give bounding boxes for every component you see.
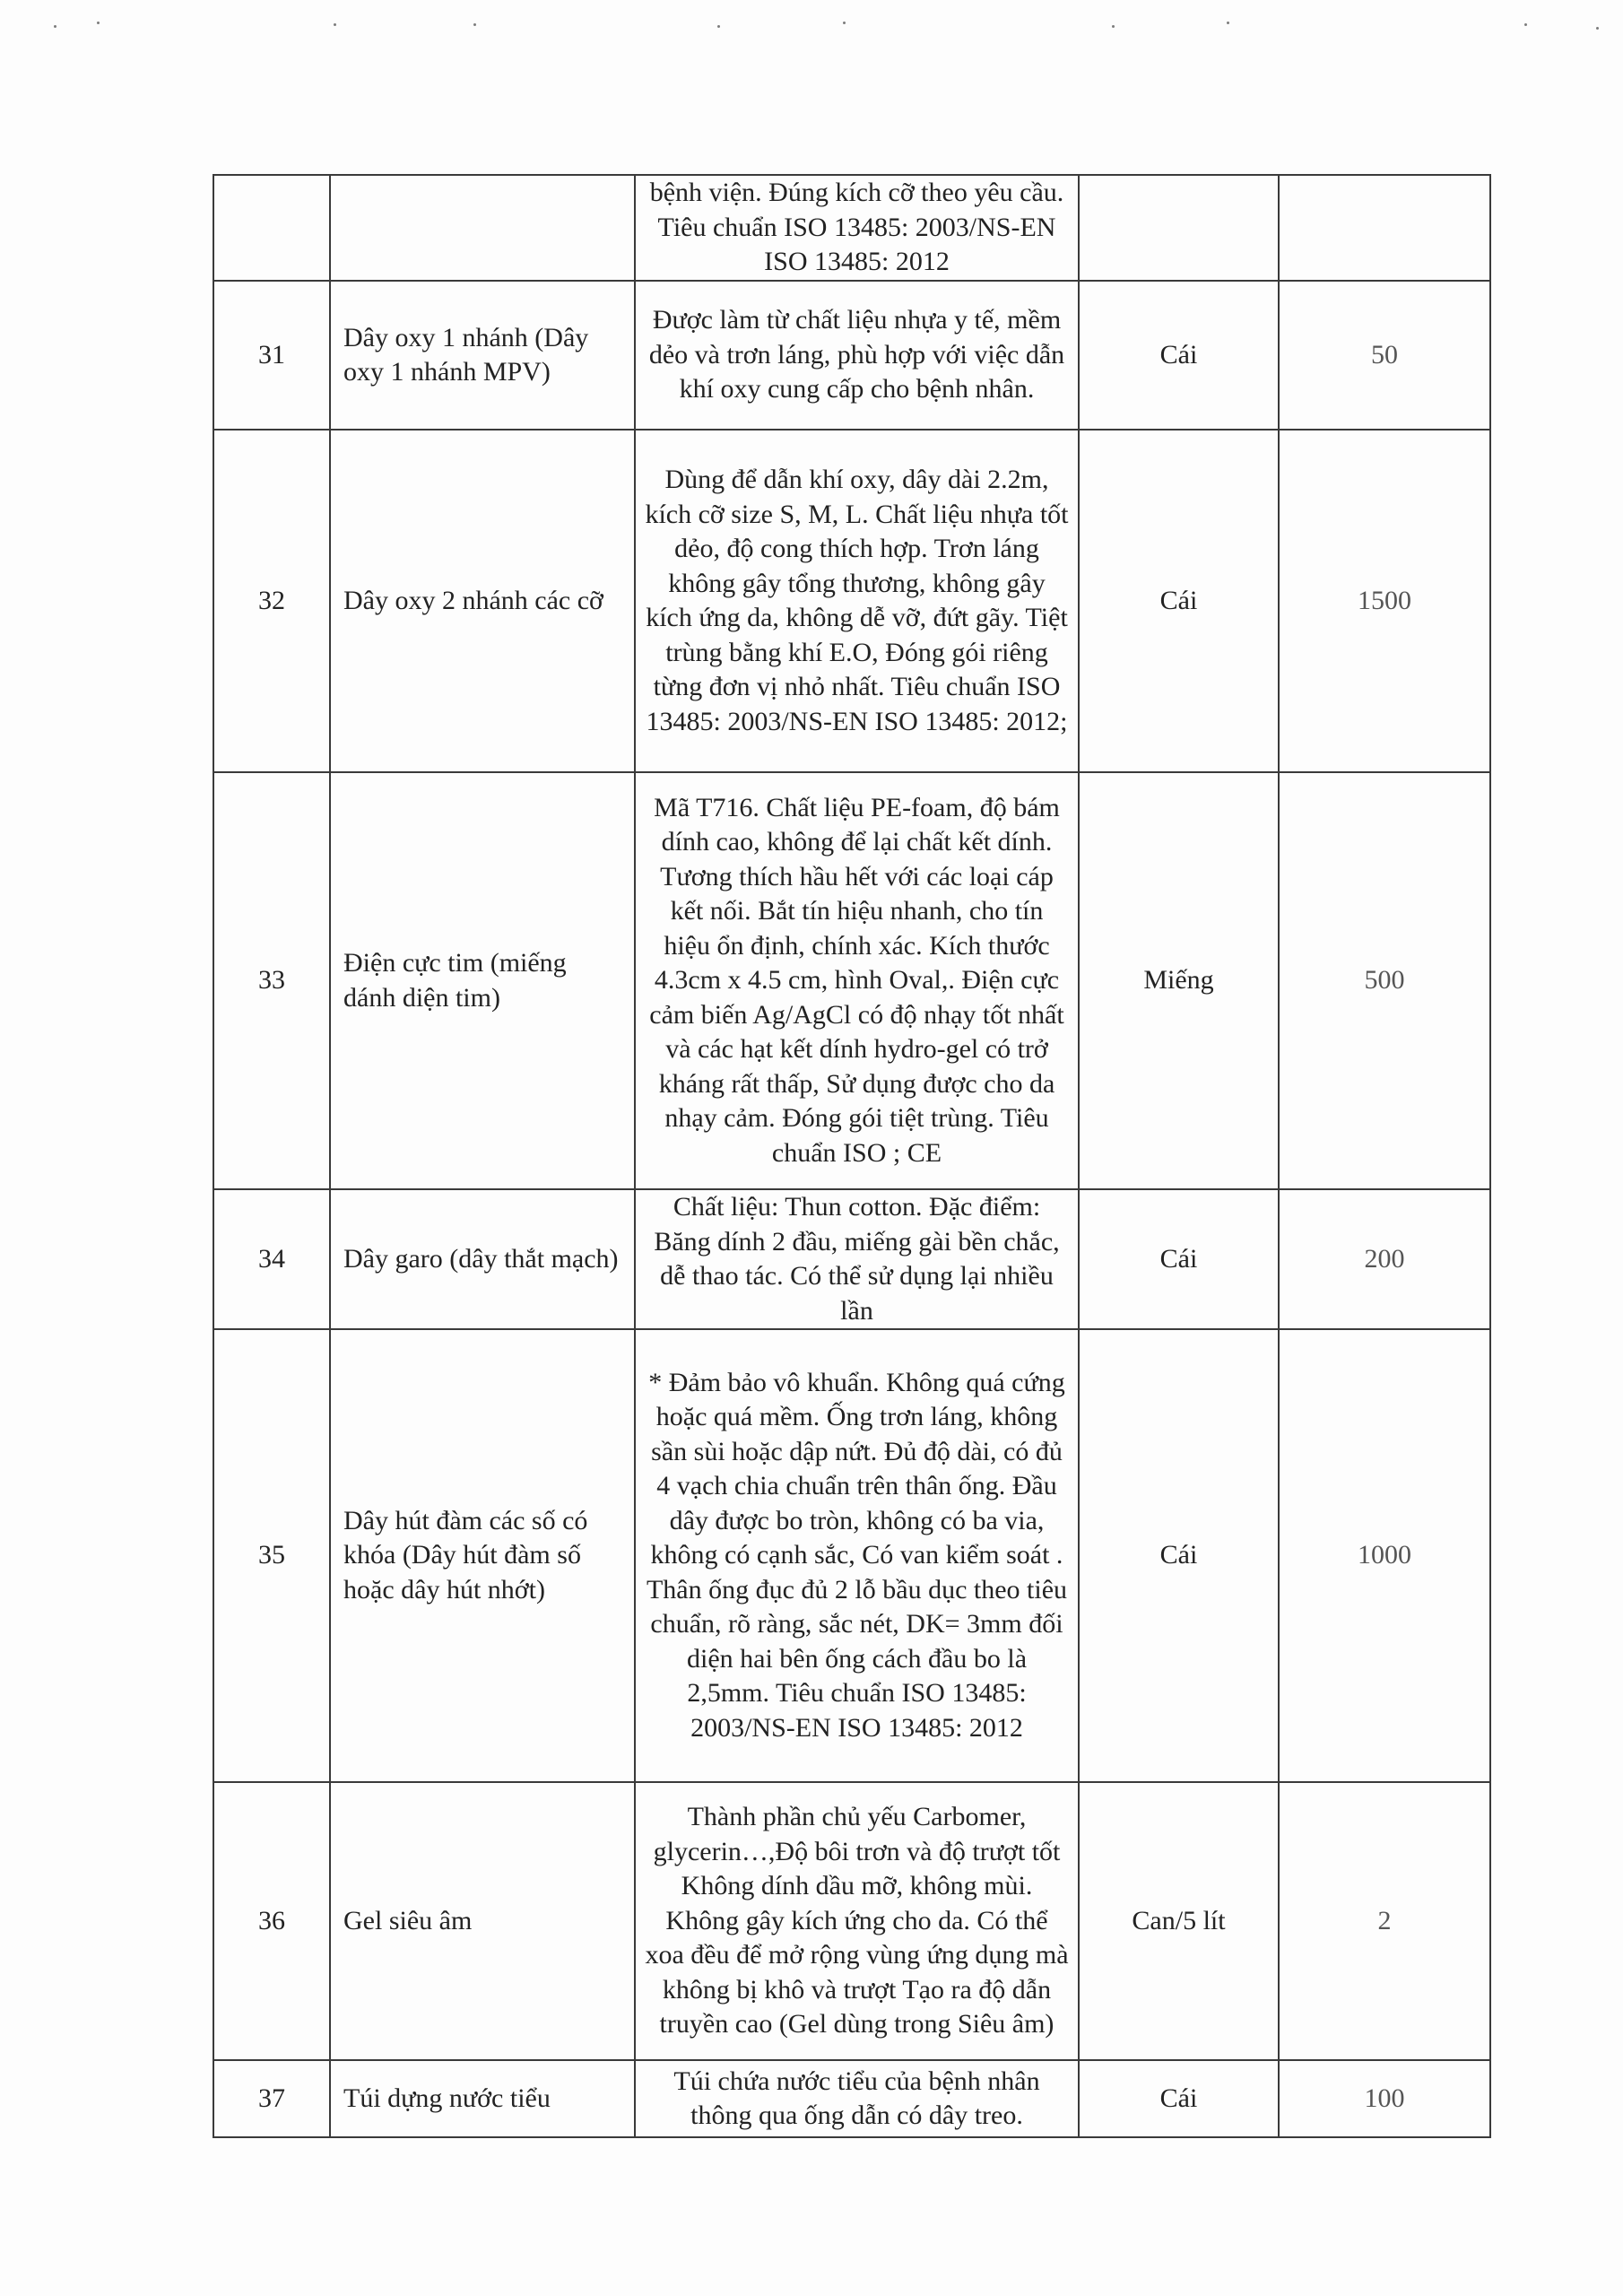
item-description <box>635 430 1079 772</box>
item-number-text: 37 <box>258 2083 285 2113</box>
scan-speck <box>1112 25 1115 28</box>
item-number-text: 34 <box>258 1243 285 1274</box>
item-unit <box>1079 1329 1279 1782</box>
item-quantity <box>1279 2060 1490 2137</box>
item-unit <box>1079 1782 1279 2060</box>
item-number-text: 35 <box>258 1540 285 1570</box>
item-quantity-text: 50 <box>1371 339 1398 370</box>
scan-speck <box>54 25 56 28</box>
item-description-text: * Đảm bảo vô khuẩn. Không quá cứng hoặc quá mềm. Ống trơn láng, không sần sùi hoặc dập nứt. Đủ độ dài, có đủ 4 vạch chia chuẩn trên thân ống. Đầu dây được bo tròn, không có ba via, không có cạnh sắc, Có van kiểm soát . Thân ống đục đủ 2 lỗ bầu dục theo tiêu chuẩn, rõ ràng, sắc nét, DK= 3mm đối diện hai bên ống cách đầu bo là 2,5mm. Tiêu chuẩn ISO 13485: 2003/NS-EN ISO 13485: 2012 <box>646 1367 1068 1743</box>
item-description-text: Được làm từ chất liệu nhựa y tế, mềm dẻo và trơn láng, phù hợp với việc dẫn khí oxy cung cấp cho bệnh nhân. <box>648 305 1065 404</box>
table-row <box>213 1329 1490 1782</box>
item-unit <box>1079 281 1279 430</box>
item-name-text: Dây oxy 1 nhánh (Dây oxy 1 nhánh MPV) <box>343 322 589 387</box>
item-name <box>330 175 635 281</box>
item-number <box>213 1329 330 1782</box>
item-number <box>213 281 330 430</box>
table-row <box>213 175 1490 281</box>
table-row <box>213 1782 1490 2060</box>
item-name <box>330 1189 635 1329</box>
item-unit-text: Miếng <box>1143 965 1214 996</box>
item-number-text: 31 <box>258 339 285 370</box>
item-quantity <box>1279 175 1490 281</box>
item-name <box>330 2060 635 2137</box>
table-row <box>213 430 1490 772</box>
item-unit-text: Cái <box>1159 1243 1198 1274</box>
item-description-text: Mã T716. Chất liệu PE-foam, độ bám dính cao, không để lại chất kết dính. Tương thích hầu hết với các loại cáp kết nối. Bắt tín hiệu nhanh, cho tín hiệu ổn định, chính xác. Kích thước 4.3cm x 4.5 cm, hình Oval,. Điện cực cảm biến Ag/AgCl có độ nhạy tốt nhất và các hạt kết dính hydro-gel có trở kháng rất thấp, Sử dụng được cho da nhạy cảm. Đóng gói tiệt trùng. Tiêu chuẩn ISO ; CE <box>649 792 1064 1168</box>
item-description-text: Thành phần chủ yếu Carbomer, glycerin…,Độ bôi trơn và độ trượt tốt Không dính dầu mỡ, không mùi. Không gây kích ứng cho da. Có thể xoa đều để mở rộng vùng ứng dụng mà không bị khô và trượt Tạo ra độ dẫn truyền cao (Gel dùng trong Siêu âm) <box>645 1802 1069 2039</box>
item-unit-text: Cái <box>1159 585 1198 615</box>
item-number-text: 32 <box>258 585 285 615</box>
item-quantity <box>1279 1782 1490 2060</box>
item-unit <box>1079 430 1279 772</box>
item-name <box>330 1782 635 2060</box>
item-quantity <box>1279 430 1490 772</box>
item-quantity-text: 1500 <box>1358 585 1411 615</box>
item-number <box>213 1782 330 2060</box>
item-name-text: Điện cực tim (miếng dánh diện tim) <box>343 948 567 1013</box>
table-row <box>213 772 1490 1189</box>
item-description <box>635 175 1079 281</box>
item-description-text: Túi chứa nước tiểu của bệnh nhân thông qua ống dẫn có dây treo. <box>673 2066 1040 2130</box>
item-number <box>213 2060 330 2137</box>
item-description <box>635 1782 1079 2060</box>
scan-speck <box>1524 23 1527 26</box>
table-row <box>213 1189 1490 1329</box>
item-quantity <box>1279 281 1490 430</box>
item-description-text: Dùng để dẫn khí oxy, dây dài 2.2m, kích cỡ size S, M, L. Chất liệu nhựa tốt dẻo, độ cong thích hợp. Trơn láng không gây tổng thương, không gây kích ứng da, không dễ vỡ, đứt gãy. Tiệt trùng bằng khí E.O, Đóng gói riêng từng đơn vị nhỏ nhất. Tiêu chuẩn ISO 13485: 2003/NS-EN ISO 13485: 2012; <box>645 465 1069 736</box>
item-quantity-text: 2 <box>1377 1905 1392 1935</box>
item-name <box>330 1329 635 1782</box>
scan-speck <box>717 25 720 28</box>
item-description <box>635 1329 1079 1782</box>
item-quantity-text: 200 <box>1364 1243 1405 1274</box>
item-name-text: Dây oxy 2 nhánh các cỡ <box>343 585 603 615</box>
item-quantity <box>1279 1189 1490 1329</box>
item-name-text: Dây hút đàm các số có khóa (Dây hút đàm số hoặc dây hút nhớt) <box>343 1505 588 1605</box>
item-unit-text: Can/5 lít <box>1132 1905 1226 1935</box>
scan-speck <box>97 22 100 24</box>
item-quantity <box>1279 772 1490 1189</box>
item-description-text: Chất liệu: Thun cotton. Đặc điểm: Băng dính 2 đầu, miếng gài bền chắc, dễ thao tác. Có thể sử dụng lại nhiều lần <box>654 1192 1060 1326</box>
item-description <box>635 2060 1079 2137</box>
item-name <box>330 430 635 772</box>
item-quantity <box>1279 1329 1490 1782</box>
item-name-text: Dây garo (dây thắt mạch) <box>343 1243 619 1274</box>
item-number-text: 33 <box>258 965 285 996</box>
table-row <box>213 281 1490 430</box>
item-unit <box>1079 772 1279 1189</box>
scan-speck <box>1596 27 1599 30</box>
table-row <box>213 2060 1490 2137</box>
item-description <box>635 772 1079 1189</box>
item-description-text: bệnh viện. Đúng kích cỡ theo yêu cầu. Tiêu chuẩn ISO 13485: 2003/NS-EN ISO 13485: 2012 <box>649 178 1064 277</box>
item-name-text: Gel siêu âm <box>343 1905 473 1935</box>
item-description <box>635 281 1079 430</box>
item-unit-text: Cái <box>1159 2083 1198 2113</box>
item-description <box>635 1189 1079 1329</box>
item-unit-text: Cái <box>1159 1540 1198 1570</box>
item-number <box>213 430 330 772</box>
supply-table <box>213 174 1491 2138</box>
item-unit <box>1079 175 1279 281</box>
item-quantity-text: 1000 <box>1358 1540 1411 1570</box>
item-number <box>213 175 330 281</box>
item-name-text: Túi dựng nước tiểu <box>343 2083 551 2113</box>
item-name <box>330 772 635 1189</box>
item-quantity-text: 500 <box>1364 965 1405 996</box>
item-quantity-text: 100 <box>1364 2083 1405 2113</box>
item-name <box>330 281 635 430</box>
scan-speck <box>1227 22 1229 24</box>
item-unit-text: Cái <box>1159 339 1198 370</box>
item-number-text: 36 <box>258 1905 285 1935</box>
scan-speck <box>334 23 336 26</box>
scan-speck <box>473 23 476 26</box>
scan-speck <box>843 22 846 24</box>
item-unit <box>1079 2060 1279 2137</box>
item-number <box>213 1189 330 1329</box>
item-number <box>213 772 330 1189</box>
item-unit <box>1079 1189 1279 1329</box>
